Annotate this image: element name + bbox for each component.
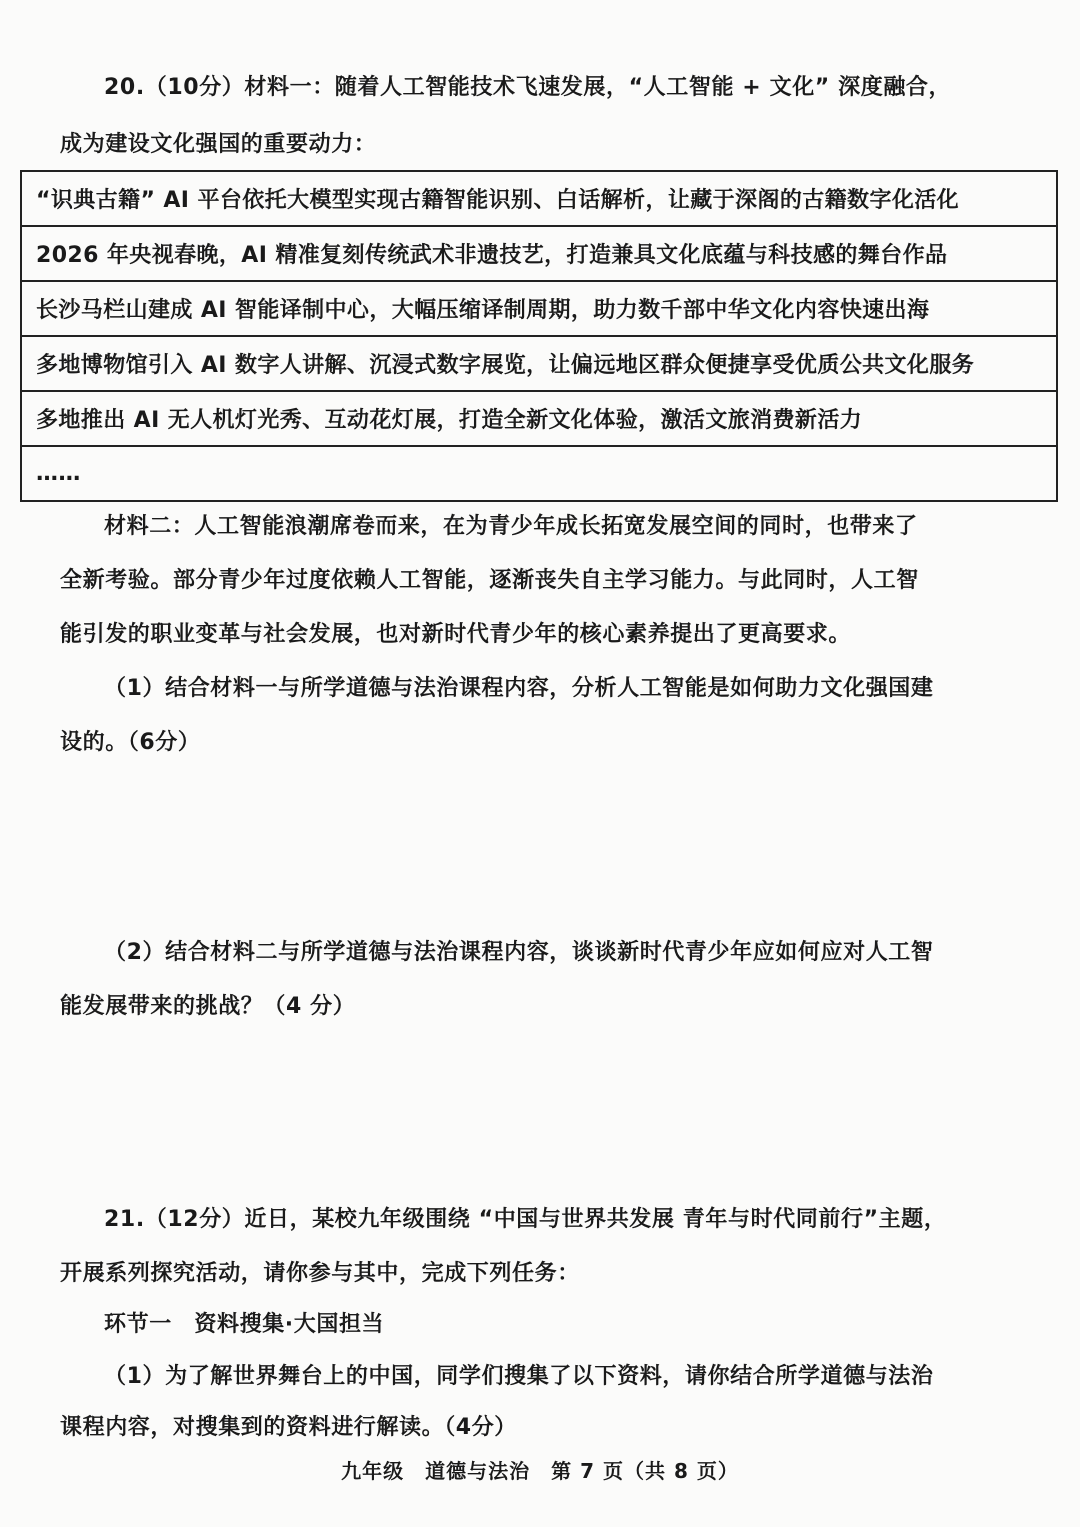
material-one-table (20, 170, 1058, 502)
q21-section1: 环节一 资料搜集·大国担当 (104, 1312, 385, 1337)
q21-sub1-line1: （1）为了解世界舞台上的中国，同学们搜集了以下资料，请你结合所学道德与法治 (104, 1364, 934, 1389)
material2-line1: 材料二：人工智能浪潮席卷而来，在为青少年成长拓宽发展空间的同时，也带来了 (104, 514, 918, 539)
q21-sub1-line2: 课程内容，对搜集到的资料进行解读。（4分） (60, 1415, 517, 1440)
q20-sub1-line2: 设的。（6分） (60, 730, 201, 755)
q20-sub2-line1: （2）结合材料二与所学道德与法治课程内容，谈谈新时代青少年应如何应对人工智 (104, 940, 934, 965)
q20-sub1-line1: （1）结合材料一与所学道德与法治课程内容，分析人工智能是如何助力文化强国建 (104, 676, 934, 701)
material-row: 多地博物馆引入 AI 数字人讲解、沉浸式数字展览，让偏远地区群众便捷享受优质公共文化服务 (22, 337, 1056, 392)
material-row: 多地推出 AI 无人机灯光秀、互动花灯展，打造全新文化体验，激活文旅消费新活力 (22, 392, 1056, 447)
q21-intro-line2: 开展系列探究活动，请你参与其中，完成下列任务： (60, 1261, 580, 1286)
q20-intro-line2: 成为建设文化强国的重要动力： (60, 132, 377, 157)
material-row: …… (36, 461, 81, 486)
material-row: “识典古籍” AI 平台依托大模型实现古籍智能识别、白话解析，让藏于深阁的古籍数字化活化 (22, 172, 1056, 227)
page-footer: 九年级 道德与法治 第 7 页（共 8 页） (341, 1459, 739, 1483)
material-row: 长沙马栏山建成 AI 智能译制中心，大幅压缩译制周期，助力数千部中华文化内容快速出海 (22, 282, 1056, 337)
material-row: 2026 年央视春晚，AI 精准复刻传统武术非遗技艺，打造兼具文化底蕴与科技感的舞台作品 (22, 227, 1056, 282)
material2-line2: 全新考验。部分青少年过度依赖人工智能，逐渐丧失自主学习能力。与此同时，人工智 (60, 568, 919, 593)
q20-sub2-line2: 能发展带来的挑战？（4 分） (60, 994, 356, 1019)
q21-intro-line1: 21.（12分）近日，某校九年级围绕 “中国与世界共发展 青年与时代同前行”主题， (104, 1207, 947, 1232)
q20-intro-line1: 20.（10分）材料一：随着人工智能技术飞速发展，“人工智能 + 文化” 深度融合， (104, 75, 952, 100)
material2-line3: 能引发的职业变革与社会发展，也对新时代青少年的核心素养提出了更高要求。 (60, 622, 852, 647)
